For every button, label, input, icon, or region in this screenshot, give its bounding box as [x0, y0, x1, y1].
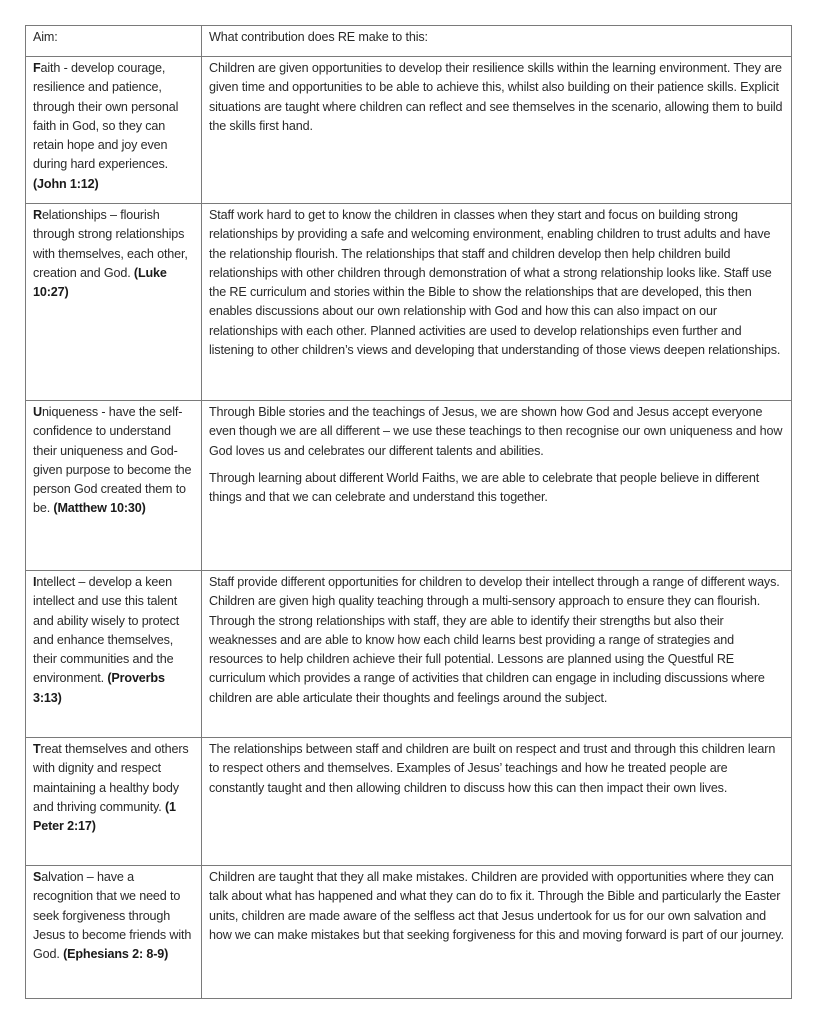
scripture-reference: (Ephesians 2: 8-9)	[63, 947, 169, 962]
table-row-intellect	[26, 571, 792, 738]
scripture-reference: (Matthew 10:30)	[53, 501, 146, 516]
aim-initial: I	[33, 575, 37, 589]
aim-initial: F	[33, 61, 41, 75]
header-row	[26, 26, 792, 57]
table-row-uniqueness	[26, 401, 792, 571]
table-row-faith	[26, 57, 792, 204]
aim-text: alvation – have a recognition that we need to seek forgiveness through Jesus to become friends with God.	[33, 870, 192, 962]
aims-table	[25, 25, 792, 999]
scripture-reference: (1 Peter 2:17)	[33, 799, 176, 834]
aim-cell	[26, 866, 202, 999]
table-row-salvation	[26, 866, 792, 999]
contribution-paragraph: Staff provide different opportunities for children to develop their intellect through a range of different ways. Children are given high quality teaching through a multi-sensory approach to ensure they can flourish. Through the strong relationships with staff, they are able to identify their strengths but also their weaknesses and are able to know how each child learns best providing a range of strategies and resources to help children achieve their full potential. Lessons are planned using the Questful RE curriculum which provides a range of activities that children can engage in including discussions where children are able articulate their thoughts and feelings around the subject.	[209, 575, 780, 705]
aim-initial: S	[33, 870, 42, 884]
contribution-paragraph: Staff work hard to get to know the children in classes when they start and focus on building strong relationships by providing a safe and welcoming environment, enabling children to trust adults and have the relationship flourish. The relationships that staff and children develop then help children build relationships with other children through demonstration of what a strong relationship looks like. Staff use the RE curriculum and stories within the Bible to show the relationships that are developed, this then enables discussions about our own relationship with God and how this can also impact on our relationships with each other. Planned activities are used to develop relationships even further and listening to other children’s views and developing that understanding of those views deepen relationships.	[209, 208, 781, 358]
contribution-cell	[202, 571, 792, 738]
aim-cell	[26, 204, 202, 401]
table-row-relationships	[26, 204, 792, 401]
scripture-reference: (John 1:12)	[33, 176, 99, 191]
aim-text: ntellect – develop a keen intellect and use this talent and ability wisely to protect and enhance themselves, their communities and the environment.	[33, 575, 180, 686]
contribution-cell	[202, 57, 792, 204]
aim-initial: U	[33, 405, 42, 419]
contribution-paragraph: The relationships between staff and children are built on respect and trust and through this children learn to respect others and themselves. Examples of Jesus’ teachings and how he treated people are constantly taught and then allowing children to discuss how this can then impact their own lives.	[209, 742, 776, 795]
aim-text: reat themselves and others with dignity and respect maintaining a healthy body and thriving community.	[33, 742, 189, 814]
aim-cell	[26, 571, 202, 738]
aim-initial: R	[33, 208, 42, 222]
contribution-cell	[202, 401, 792, 571]
aim-initial: T	[33, 742, 41, 756]
scripture-reference: (Luke 10:27)	[33, 265, 167, 300]
aim-text: niqueness - have the self-confidence to understand their uniqueness and God-given purpose to become the person God created them to be.	[33, 405, 192, 516]
contribution-paragraph: Through Bible stories and the teachings of Jesus, we are shown how God and Jesus accept everyone even though we are all different – we use these teachings to then recognise our own uniqueness and how God loves us and celebrates our different talents and abilities.	[209, 405, 783, 458]
aim-text: elationships – flourish through strong relationships with themselves, each other, creation and God.	[33, 208, 188, 280]
scripture-reference: (Proverbs 3:13)	[33, 671, 165, 705]
contribution-paragraph: Children are given opportunities to develop their resilience skills within the learning environment. They are given time and opportunities to be able to achieve this, whilst also building on their patience skills. Explicit situations are taught where children can reflect and see themselves in the scenario, allowing them to build the skills first hand.	[209, 61, 783, 133]
contribution-paragraph: Through learning about different World Faiths, we are able to celebrate that people believe in different things and that we can celebrate and understand this together.	[209, 470, 760, 505]
aim-cell	[26, 401, 202, 571]
aim-text: aith - develop courage, resilience and patience, through their own personal faith in God, so they can retain hope and joy even during hard experiences.	[33, 61, 179, 172]
aim-cell	[26, 738, 202, 866]
contribution-paragraph: Children are taught that they all make mistakes. Children are provided with opportunities where they can talk about what has happened and what they can do to fix it. Through the Bible and particularly the Easter units, children are made aware of the selfless act that Jesus undertook for us for our own salvation and how we can make mistakes but that seeking forgiveness for this and moving forward is part of our journey.	[209, 870, 784, 942]
contribution-cell	[202, 738, 792, 866]
contribution-cell	[202, 204, 792, 401]
header-contribution: What contribution does RE make to this:	[202, 26, 792, 57]
aim-cell	[26, 57, 202, 204]
header-aim: Aim:	[26, 26, 202, 57]
table-row-treat	[26, 738, 792, 866]
contribution-cell	[202, 866, 792, 999]
